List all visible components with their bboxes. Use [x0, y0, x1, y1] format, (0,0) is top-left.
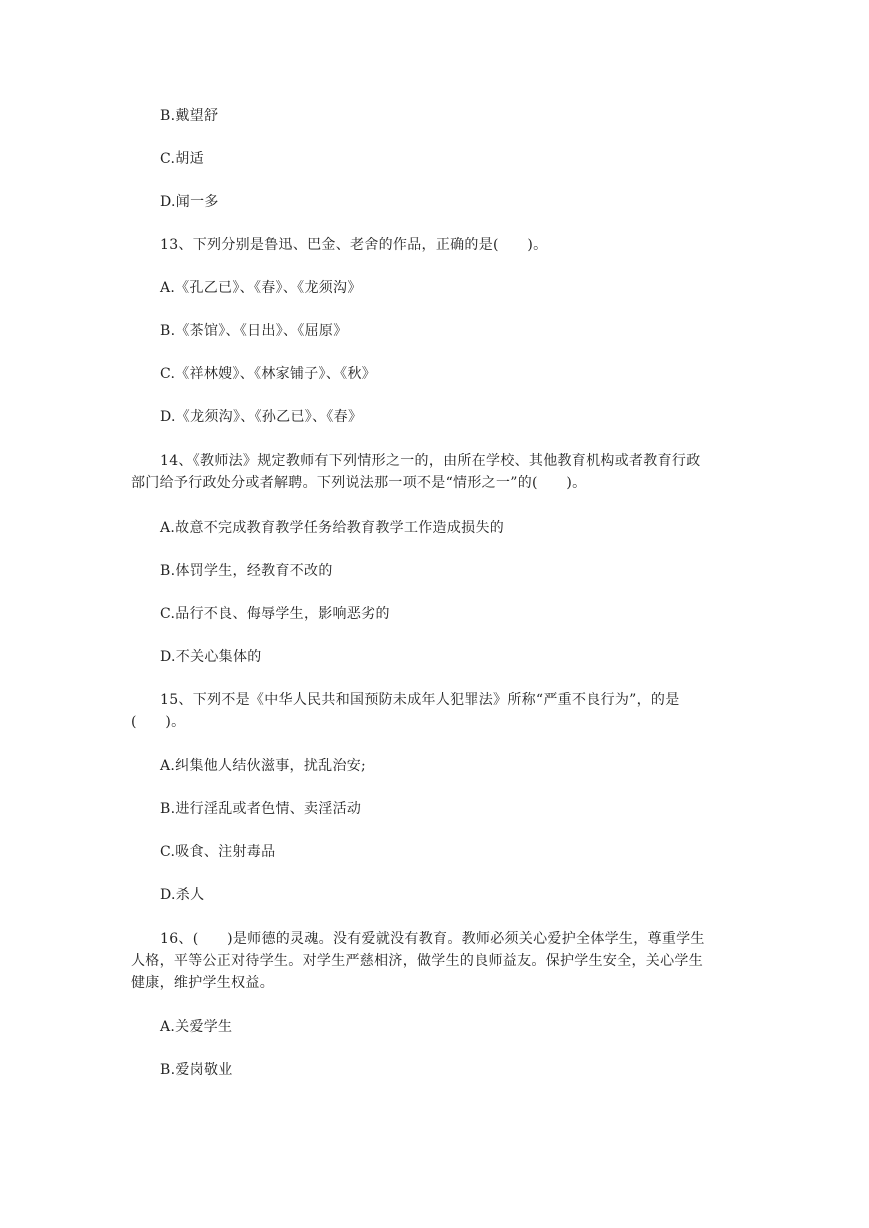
q16-stem-line1: 16、( )是师德的灵魂。没有爱就没有教育。教师必须关心爱护全体学生，尊重学生	[160, 931, 705, 947]
q13-option-c: C.《祥林嫂》、《林家铺子》、《秋》	[160, 366, 377, 382]
q14-option-c: C.品行不良、侮辱学生，影响恶劣的	[160, 606, 390, 622]
q16-stem-line2: 人格，平等公正对待学生。对学生严慈相济，做学生的良师益友。保护学生安全，关心学生	[131, 953, 703, 969]
q12-option-d: D.闻一多	[160, 194, 219, 210]
q16-option-b: B.爱岗敬业	[160, 1062, 233, 1078]
q14-stem-line1: 14、《教师法》规定教师有下列情形之一的，由所在学校、其他教育机构或者教育行政	[160, 453, 701, 469]
q13-option-a: A.《孔乙已》、《春》、《龙须沟》	[160, 280, 362, 296]
q15-stem-line1: 15、下列不是《中华人民共和国预防未成年人犯罪法》所称“严重不良行为”，的是	[160, 692, 680, 708]
q14-option-a: A.故意不完成教育教学任务给教育教学工作造成损失的	[160, 520, 505, 536]
q15-option-b: B.进行淫乱或者色情、卖淫活动	[160, 801, 362, 817]
q14-option-d: D.不关心集体的	[160, 649, 262, 665]
q12-option-b: B.戴望舒	[160, 108, 219, 124]
q15-option-a: A.纠集他人结伙滋事，扰乱治安;	[160, 758, 367, 774]
q14-stem-line2: 部门给予行政处分或者解聘。下列说法那一项不是“情形之一”的( )。	[131, 475, 587, 491]
q15-option-d: D.杀人	[160, 887, 205, 903]
q13-option-b: B.《茶馆》、《日出》、《屈原》	[160, 323, 348, 339]
q15-option-c: C.吸食、注射毒品	[160, 844, 276, 860]
q16-option-a: A.关爱学生	[160, 1019, 233, 1035]
q12-option-c: C.胡适	[160, 151, 204, 167]
q13-option-d: D.《龙须沟》、《孙乙已》、《春》	[160, 409, 363, 425]
q15-stem-line2: ( )。	[131, 714, 186, 730]
q14-option-b: B.体罚学生，经教育不改的	[160, 563, 333, 579]
q13-stem: 13、下列分别是鲁迅、巴金、老舍的作品，正确的是( )。	[160, 237, 548, 253]
q16-stem-line3: 健康，维护学生权益。	[131, 975, 274, 991]
